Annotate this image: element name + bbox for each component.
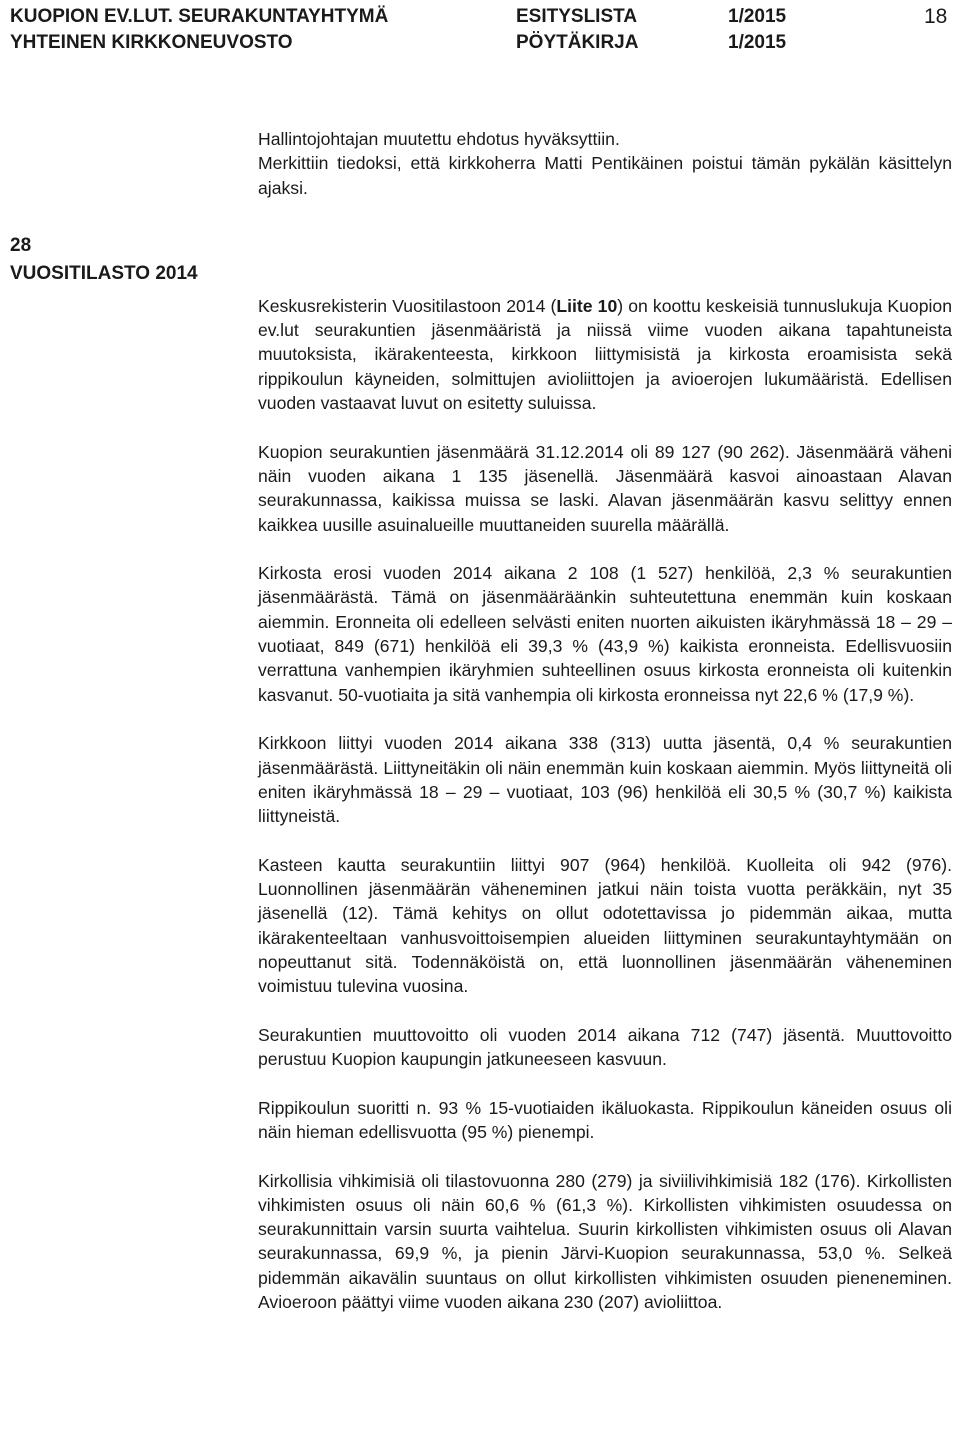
section-number: 28 xyxy=(10,235,32,256)
resignations-paragraph: Kirkosta erosi vuoden 2014 aikana 2 108 (1 527) henkilöä, 2,3 % seurakuntien jäsenmäärästä. Tämä on jäsenmääräänkin suhteutettuna enemmän kuin koskaan aiemmin. Eronneita oli edelleen selvästi eniten nuorten aikuisten ikäryhmässä 18 – 29 – vuotiaat, 849 (671) henkilöä eli 39,3 % (43,9 %) kaikista eronneista. Edellisvuosiin verrattuna vanhempien ikäryhmien suhteellinen osuus kirkosta eronneista oli kuitenkin kasvanut. 50-vuotiaita ja sitä vanhempia oli kirkosta eronneissa nyt 22,6 % (17,9 %). xyxy=(258,563,952,705)
section-title: VUOSITILASTO 2014 xyxy=(10,263,198,284)
confirmation-paragraph: Rippikoulun suoritti n. 93 % 15-vuotiaiden ikäluokasta. Rippikoulun käneiden osuus oli näin hieman edellisvuotta (95 %) pienempi. xyxy=(258,1097,952,1142)
baptisms-deaths-paragraph: Kasteen kautta seurakuntiin liittyi 907 (964) henkilöä. Kuolleita oli 942 (976). Luonnollinen jäsenmäärän väheneminen jatkui näin toista vuotta peräkkäin, nyt 35 jäsenellä (12). Tämä kehitys on ollut odotettavissa jo pidemmän aikaa, mutta ikärakenteeltaan vanhusvoittoisempien alueiden liittyminen seurakuntayhtymään on nopeuttanut sitä. Todennäköistä on, että luonnollinen jäsenmäärän väheneminen voimistuu tulevina vuosina. xyxy=(258,854,952,997)
joiners-paragraph: Kirkkoon liittyi vuoden 2014 aikana 338 (313) uutta jäsentä, 0,4 % seurakuntien jäsenmäärästä. Liittyneitäkin oli näin enemmän kuin koskaan aiemmin. Myös liittyneitä oli eniten ikäryhmässä 18 – 29 – vuotiaat, 103 (96) henkilöä eli 30,5 % (30,7 %) kaikista liittyneistä. xyxy=(258,733,952,827)
membership-paragraph: Kuopion seurakuntien jäsenmäärä 31.12.2014 oli 89 127 (90 262). Jäsenmäärä väheni näin vuoden aikana 1 135 jäsenellä. Jäsenmäärä kasvoi ainoastaan Alavan seurakunnassa, kaikissa muissa se laski. Alavan jäsenmäärän kasvu selittyy ennen kaikkea uusille asuinalueille muuttaneiden suurella määrällä. xyxy=(258,441,952,535)
intro-text: Keskusrekisterin Vuositilastoon 2014 ( xyxy=(258,295,557,316)
migration-paragraph: Seurakuntien muuttovoitto oli vuoden 2014 aikana 712 (747) jäsentä. Muuttovoitto perustuu Kuopion kaupungin jatkuneeseen kasvuun. xyxy=(258,1024,952,1070)
marriages-paragraph: Kirkollisia vihkimisiä oli tilastovuonna 280 (279) ja siviilivihkimisiä 182 (176). Kirkollisten vihkimisten osuus oli näin 60,6 % (61,3 %). Kirkollisten vihkimisten osuudessa on seurakunnittain varsin suurta vaihtelua. Suurin kirkollisten vihkimisten osuus oli Alavan seurakunnassa, 69,9 %, ja pienin Järvi-Kuopion seurakunnassa, 53,0 %. Selkeä pidemmän aikavälin suuntaus on ollut kirkollisten vihkimisten osuuden pieneneminen. Avioeroon päättyi viime vuoden aikana 230 (207) avioliittoa. xyxy=(258,1170,952,1313)
header-org: KUOPION EV.LUT. SEURAKUNTAYHTYMÄ xyxy=(10,6,389,27)
header-body: YHTEINEN KIRKKONEUVOSTO xyxy=(10,32,293,53)
intro-paragraph xyxy=(258,294,952,415)
page-number: 18 xyxy=(924,5,948,28)
section-heading xyxy=(10,232,240,288)
intro-text-continued: ) on koottu keskeisiä tunnuslukuja Kuopion ev.lut seurakuntien jäsenmääristä ja niissä viime vuoden aikana tapahtuneista muutoksista, ikärakenteesta, kirkkoon liittymisistä ja kirkosta eroamisista sekä rippikoulun käyneiden, solmittujen avioliittojen ja avioerojen lukumääristä. Edellisen vuoden vastaavat luvut on esitetty suluissa. xyxy=(258,295,952,414)
header-row-1 xyxy=(10,4,956,30)
header-doc-type: ESITYSLISTA xyxy=(516,6,638,27)
header-doc-type: PÖYTÄKIRJA xyxy=(516,32,639,53)
page-header xyxy=(10,4,956,56)
decision-note: Merkittiin tiedoksi, että kirkkoherra Matti Pentikäinen poistui tämän pykälän käsittelyn ajaksi. xyxy=(258,153,952,198)
document-body xyxy=(258,127,952,1314)
header-row-2 xyxy=(10,30,956,56)
header-doc-number: 1/2015 xyxy=(728,6,787,27)
header-doc-number: 1/2015 xyxy=(728,32,787,53)
attachment-reference: Liite 10 xyxy=(556,295,618,316)
decision-paragraph: Hallintojohtajan muutettu ehdotus hyväksyttiin. xyxy=(258,129,620,149)
